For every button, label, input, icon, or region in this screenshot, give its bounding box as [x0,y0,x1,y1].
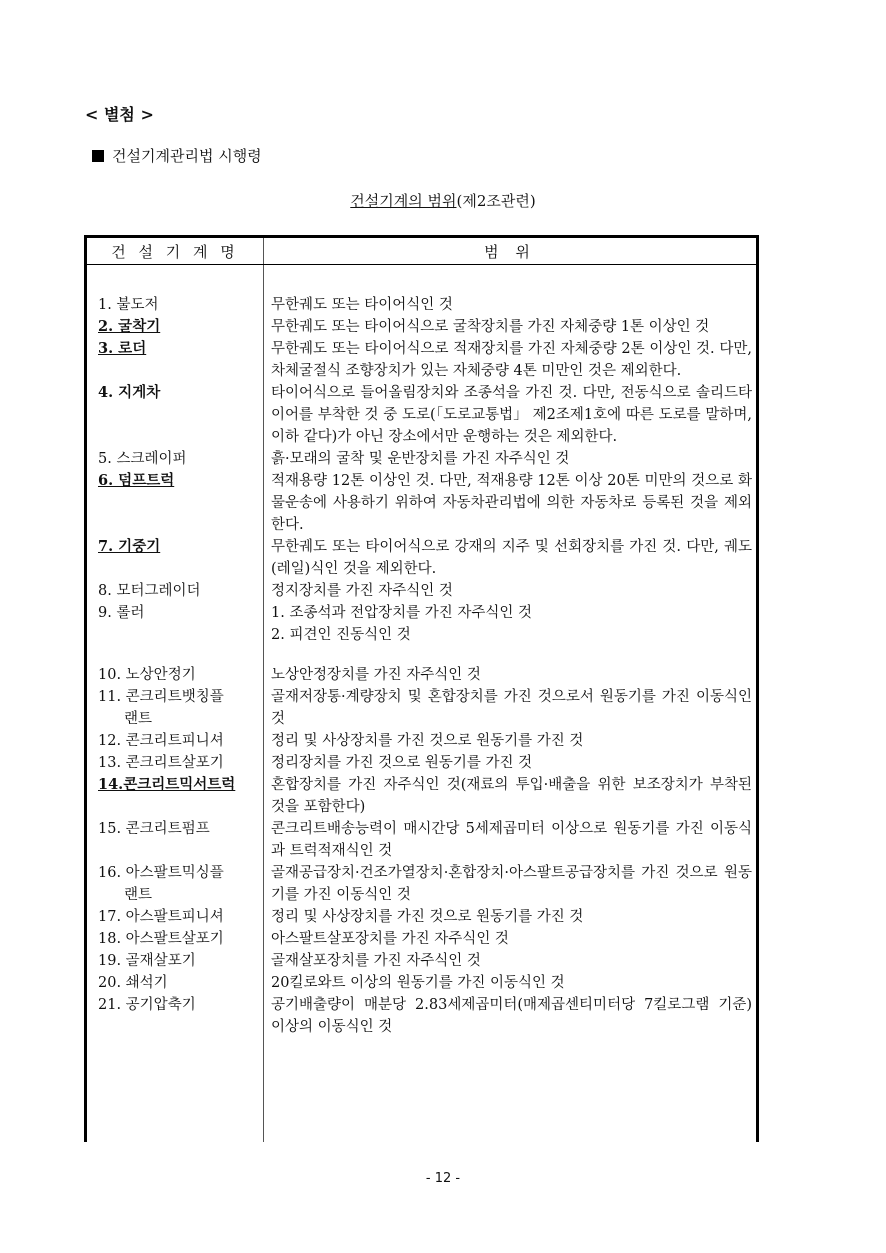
scope-line: 정지장치를 가진 자주식인 것 [271,583,453,599]
scope-line: 아스팔트살포장치를 가진 자주식인 것 [271,931,509,947]
machine-name: 18. 아스팔트살포기 [98,931,224,947]
machine-name: 8. 모터그레이더 [98,583,201,599]
machine-name: 20. 쇄석기 [98,975,168,991]
table-title-main: 건설기계의 범위 [350,192,457,210]
table-row [87,294,756,316]
scope-line: 적재용량 12톤 이상인 것. 다만, 적재용량 12톤 이상 20톤 미만의 것으로 화물운송에 사용하기 위하여 자동차관리법에 의한 자동차로 등록된 것을 제외한다. [271,473,752,533]
header-scope: 범 위 [484,243,536,261]
machine-scope [271,774,752,818]
machine-name: 10. 노상안정기 [98,667,196,683]
machine-name: 16. 아스팔트믹싱플 랜트 [98,865,224,903]
machine-scope [271,316,752,338]
machine-scope [271,470,752,536]
scope-line: 정리 및 사상장치를 가진 것으로 원동기를 가진 것 [271,909,584,925]
table-header [87,238,756,265]
machine-scope [271,448,752,470]
machine-name: 2. 굴착기 [98,318,161,335]
table-row [87,338,756,382]
machine-name: 13. 콘크리트살포기 [98,755,224,771]
machine-name: 5. 스크레이퍼 [98,451,187,467]
table-row [87,906,756,928]
scope-line: 무한궤도 또는 타이어식으로 강재의 지주 및 선회장치를 가진 것. 다만, 궤도(레일)식인 것을 제외한다. [271,539,752,577]
machine-scope [271,752,752,774]
machine-name: 21. 공기압축기 [98,997,196,1013]
scope-line: 1. 조종석과 전압장치를 가진 자주식인 것 [271,605,532,621]
machine-name: 17. 아스팔트피니셔 [98,909,224,925]
machine-name: 15. 콘크리트펌프 [98,821,210,837]
row-spacer [87,646,756,664]
machine-scope [271,818,752,862]
scope-line: 무한궤도 또는 타이어식으로 적재장치를 가진 자체중량 2톤 이상인 것. 다만, 차체굴절식 조향장치가 있는 자체중량 4톤 미만인 것은 제외한다. [271,341,752,379]
black-square-bullet-icon [92,150,104,162]
machine-name: 6. 덤프트럭 [98,472,175,489]
table-row [87,316,756,338]
law-title [92,145,262,166]
header-name: 건 설 기 계 명 [111,243,239,261]
table-title-suffix: (제2조관련) [456,192,536,210]
machine-scope-table [84,235,759,1142]
scope-line: 20킬로와트 이상의 원동기를 가진 이동식인 것 [271,975,565,991]
scope-line: 공기배출량이 매분당 2.83세제곱미터(매제곱센티미터당 7킬로그램 기준) 이상의 이동식인 것 [271,997,752,1035]
machine-scope [271,664,752,686]
table-row [87,730,756,752]
machine-scope [271,730,752,752]
machine-scope [271,906,752,928]
appendix-label: < 별첨 > [85,105,154,124]
machine-name: 19. 골재살포기 [98,953,196,969]
machine-name: 12. 콘크리트피니셔 [98,733,224,749]
scope-line: 타이어식으로 들어올림장치와 조종석을 가진 것. 다만, 전동식으로 솔리드타이어를 부착한 것 중 도로(「도로교통법」 제2조제1호에 따른 도로를 말하며, 이하 같다)가 아닌 장소에서만 운행하는 것은 제외한다. [271,385,752,445]
machine-scope [271,602,752,646]
scope-line: 골재공급장치·건조가열장치·혼합장치·아스팔트공급장치를 가진 것으로 원동기를 가진 이동식인 것 [271,865,752,903]
machine-name: 4. 지게차 [98,384,161,401]
machine-scope [271,338,752,382]
scope-line: 노상안정장치를 가진 자주식인 것 [271,667,481,683]
machine-scope [271,994,752,1038]
scope-line: 무한궤도 또는 타이어식인 것 [271,297,453,313]
table-row [87,862,756,906]
scope-line: 정리장치를 가진 것으로 원동기를 가진 것 [271,755,533,771]
machine-name: 9. 롤러 [98,605,145,621]
scope-line: 흙·모래의 굴착 및 운반장치를 가진 자주식인 것 [271,451,570,467]
table-row [87,752,756,774]
machine-scope [271,686,752,730]
table-body [87,294,756,1038]
table-row [87,580,756,602]
machine-name: 14.콘크리트믹서트럭 [98,776,236,793]
table-row [87,928,756,950]
table-row [87,994,756,1038]
machine-scope [271,972,752,994]
machine-scope [271,294,752,316]
table-row [87,686,756,730]
machine-scope [271,382,752,448]
table-row [87,664,756,686]
table-row [87,818,756,862]
machine-scope [271,536,752,580]
machine-name: 1. 불도저 [98,297,159,313]
table-title [0,190,886,211]
machine-scope [271,862,752,906]
table-row [87,950,756,972]
page-number: - 12 - [425,1171,461,1186]
scope-line: 혼합장치를 가진 자주식인 것(재료의 투입·배출을 위한 보조장치가 부착된 것을 포함한다) [271,777,752,815]
table-row [87,470,756,536]
scope-line: 무한궤도 또는 타이어식으로 굴착장치를 가진 자체중량 1톤 이상인 것 [271,319,710,335]
scope-line: 골재저장통·계량장치 및 혼합장치를 가진 것으로서 원동기를 가진 이동식인 것 [271,689,752,727]
table-row [87,448,756,470]
machine-name: 7. 기중기 [98,538,161,555]
scope-line: 2. 피견인 진동식인 것 [271,627,411,643]
machine-name: 3. 로더 [98,340,147,357]
scope-line: 골재살포장치를 가진 자주식인 것 [271,953,481,969]
table-row [87,972,756,994]
machine-scope [271,928,752,950]
scope-line: 정리 및 사상장치를 가진 것으로 원동기를 가진 것 [271,733,584,749]
machine-scope [271,950,752,972]
table-row [87,382,756,448]
table-row [87,536,756,580]
machine-name: 11. 콘크리트뱃칭플 랜트 [98,689,224,727]
table-row [87,774,756,818]
law-title-text: 건설기계관리법 시행령 [112,147,262,165]
table-row [87,602,756,646]
scope-line: 콘크리트배송능력이 매시간당 5세제곱미터 이상으로 원동기를 가진 이동식과 트럭적재식인 것 [271,821,752,859]
machine-scope [271,580,752,602]
